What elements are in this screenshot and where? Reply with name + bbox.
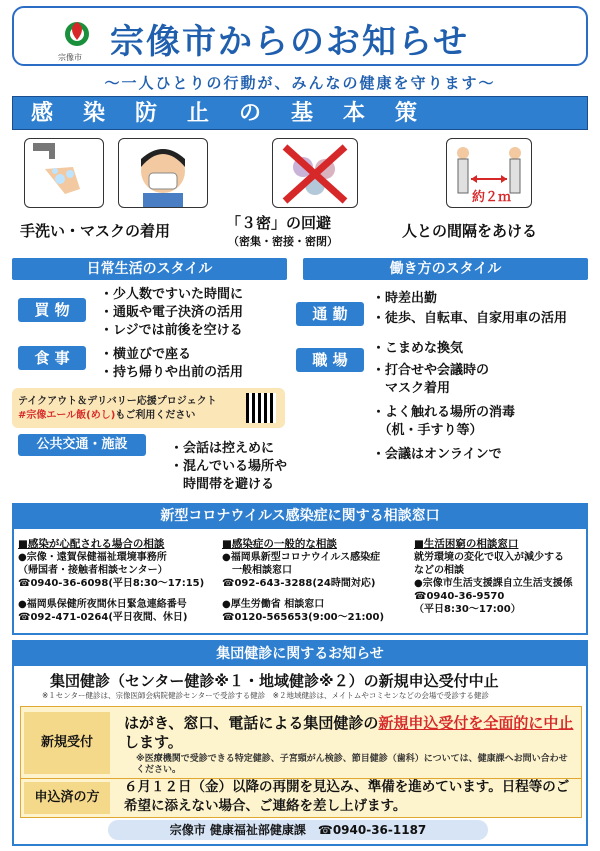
consult-col-1 [18,536,214,624]
consult-col-3-line: などの相談 [414,565,464,576]
consult-col-1-line: ●福岡県保健所夜間休日緊急連絡番号 [18,599,187,610]
distance-label: 約２ｍ [472,190,512,205]
work-band: 働き方のスタイル [303,258,588,280]
consult-col-2-line: ☎0120-565653(9:00～21:00) [222,612,385,623]
already-applied-label: 申込済の方 [24,782,110,814]
logo-label: 宗像市 [58,53,82,62]
consult-col-2-line: ☎092-643-3288(24時間対応) [222,578,376,589]
group-band: 集団健診に関するお知らせ [14,642,586,666]
caption-distance: 人との間隔をあける [402,222,538,240]
shopping-item-1: ・少人数ですいた時間に [100,287,244,302]
already-applied-message: ６月１２日（金）以降の再開を見込み、準備を進めています。日程等のご希望に添えない場合、ご連絡を差し上げます。 [124,779,570,814]
consult-col-3-line: ☎0940-36-9570 [414,591,505,602]
consult-col-3-line: ●宗像市生活支援課自立生活支援係 [414,578,573,589]
tag-shopping: 買 物 [18,298,86,322]
caption-handwash: 手洗い・マスクの着用 [20,222,171,240]
handwash-mask-icon [24,138,104,208]
transport-item-3: 時間帯を避ける [170,477,275,492]
promo-line1: テイクアウト＆デリバリー応援プロジェクト [18,396,217,407]
tag-public-transport: 公共交通・施設 [18,434,146,456]
consult-col-1-line: （帰国者・接触者相談センター） [18,565,168,576]
consult-col-1-line: ●宗像・遠賀保健福祉環境事務所 [18,552,167,563]
caption-three-c-sub: （密集・密接・密閉） [228,235,338,248]
consult-col-3-line: 就労環境の変化で収入が減少する [414,552,564,563]
consult-col-2 [222,536,408,624]
workplace-item-1: ・こまめな換気 [372,341,464,356]
promo-text [18,395,217,423]
msg-part-b: します。 [124,733,183,751]
consult-col-2-head: ■感染症の一般的な相談 [222,538,337,550]
workplace-item-6: ・会議はオンラインで [372,447,502,462]
consult-col-1-line: ☎092-471-0264(平日夜間、休日) [18,612,188,623]
consult-col-3-head: ■生活困窮の相談窓口 [414,538,519,550]
footer-contact: 宗像市 健康福祉部健康課 ☎0940-36-1187 [108,820,488,840]
workplace-item-5: （机・手すり等） [372,423,483,438]
commute-item-1: ・時差出勤 [372,291,438,306]
consult-band: 新型コロナウイルス感染症に関する相談窓口 [12,503,588,529]
promo-hashtag: #宗像エール飯(めし) [18,410,116,421]
mask-person-icon [118,138,208,208]
workplace-item-4: ・よく触れる場所の消毒 [372,405,516,420]
page-title: 宗像市からのお知らせ [110,22,469,62]
meals-item-2: ・持ち帰りや出前の活用 [100,365,244,380]
consult-col-1-line: ☎0940-36-6098(平日8:30～17:15) [18,578,205,589]
new-application-message [124,714,574,752]
tag-meals: 食 事 [18,346,86,370]
commute-item-2: ・徒歩、自転車、自家用車の活用 [372,311,568,326]
group-title: 集団健診（センター健診※１・地域健診※２）の新規申込受付中止 [50,672,499,690]
basic-measures-band: 感染防止の基本策 [12,96,588,130]
caption-three-c: 「３密」の回避 [226,214,332,232]
tag-workplace: 職 場 [296,348,364,372]
msg-red-1: 新規申込受付を全 [378,714,499,732]
consult-col-2-line: 一般相談窓口 [222,565,292,576]
promo-line2-text: もご利用ください [115,410,196,421]
motto: 〜一人ひとりの行動が、みんなの健康を守ります〜 [104,74,496,92]
three-c-avoid-icon [272,138,358,208]
promo-line2 [18,409,217,423]
workplace-item-3: マスク着用 [372,381,451,396]
meals-item-1: ・横並びで座る [100,347,192,362]
consult-col-3 [414,536,586,616]
shopping-item-2: ・通販や電子決済の活用 [100,305,244,320]
consult-col-2-line [222,590,408,598]
new-application-label: 新規受付 [24,712,110,774]
daily-band: 日常生活のスタイル [12,258,287,280]
consult-col-1-line [18,590,214,598]
qr-code-icon [246,393,276,423]
transport-item-1: ・会話は控えめに [170,441,275,456]
msg-red-2: 面的に中止 [498,714,574,732]
group-note: ※１センター健診は、宗像医師会病院健診センターで受診する健診 ※２地域健診は、メイトムやコミセンなどの会場で受診する健診 [42,691,489,700]
transport-item-2: ・混んでいる場所や [170,459,288,474]
city-logo-icon [62,18,92,52]
msg-part-a: はがき、窓口、電話による集団健診の [124,714,379,732]
shopping-item-3: ・レジでは前後を空ける [100,323,243,338]
new-application-note: ※医療機関で受診できる特定健診、子宮頸がん検診、節目健診（歯科）については、健康課へお問い合わせください。 [136,754,568,775]
consult-col-1-head: ■感染が心配される場合の相談 [18,538,165,550]
workplace-item-2: ・打合せや会議時の [372,363,490,378]
consult-col-2-line: ●福岡県新型コロナウイルス感染症 [222,552,381,563]
consult-col-2-line: ●厚生労働省 相談窓口 [222,599,325,610]
consult-col-3-line: （平日8:30～17:00） [414,604,521,615]
tag-commute: 通 勤 [296,302,364,326]
